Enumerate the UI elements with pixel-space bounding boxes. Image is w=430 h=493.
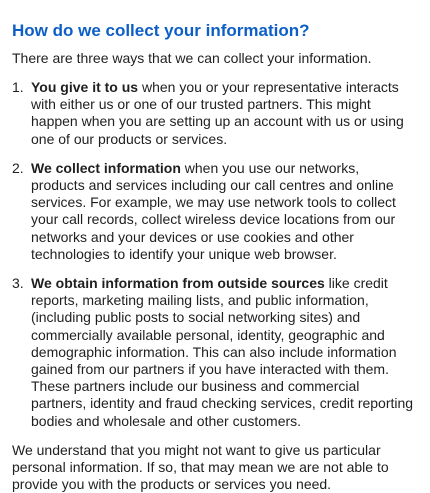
collection-methods-list xyxy=(12,79,416,430)
list-item-number: 3. xyxy=(12,275,24,292)
list-item xyxy=(12,79,416,148)
intro-paragraph: There are three ways that we can collect your information. xyxy=(12,50,372,66)
section-heading: How do we collect your information? xyxy=(12,21,310,40)
list-item-lead: You give it to us xyxy=(31,79,139,95)
list-item xyxy=(12,275,416,430)
list-item-text: when you or your representative interacts with either us or one of our trusted partners. This might happen when you are setting up an account with us or using one of our products or services. xyxy=(31,79,404,147)
list-item-text: like credit reports, marketing mailing lists, and public information, (including public posts to social networking sites) and commercially available personal, identity, geographic and demographic information. This can also include information gained from our partners if you have interacted with them. These partners include our business and commercial partners, identity and fraud checking services, credit reporting bodies and wholesale and other customers. xyxy=(31,275,414,429)
list-item-number: 1. xyxy=(12,79,24,95)
list-item-text: when you use our networks, products and services including our call centres and online services. For example, we may use network tools to collect your call records, collect wireless device locations from our networks and your devices or use cookies and other technologies to identify your unique web browser. xyxy=(31,159,396,262)
list-item xyxy=(12,160,416,263)
list-item-lead: We obtain information from outside sources xyxy=(31,275,325,292)
closing-paragraph: We understand that you might not want to give us particular personal information. If so, that may mean we are not able to provide you with the products or services you need. xyxy=(12,441,389,492)
list-item-lead: We collect information xyxy=(31,159,181,176)
list-item-number: 2. xyxy=(12,159,24,176)
